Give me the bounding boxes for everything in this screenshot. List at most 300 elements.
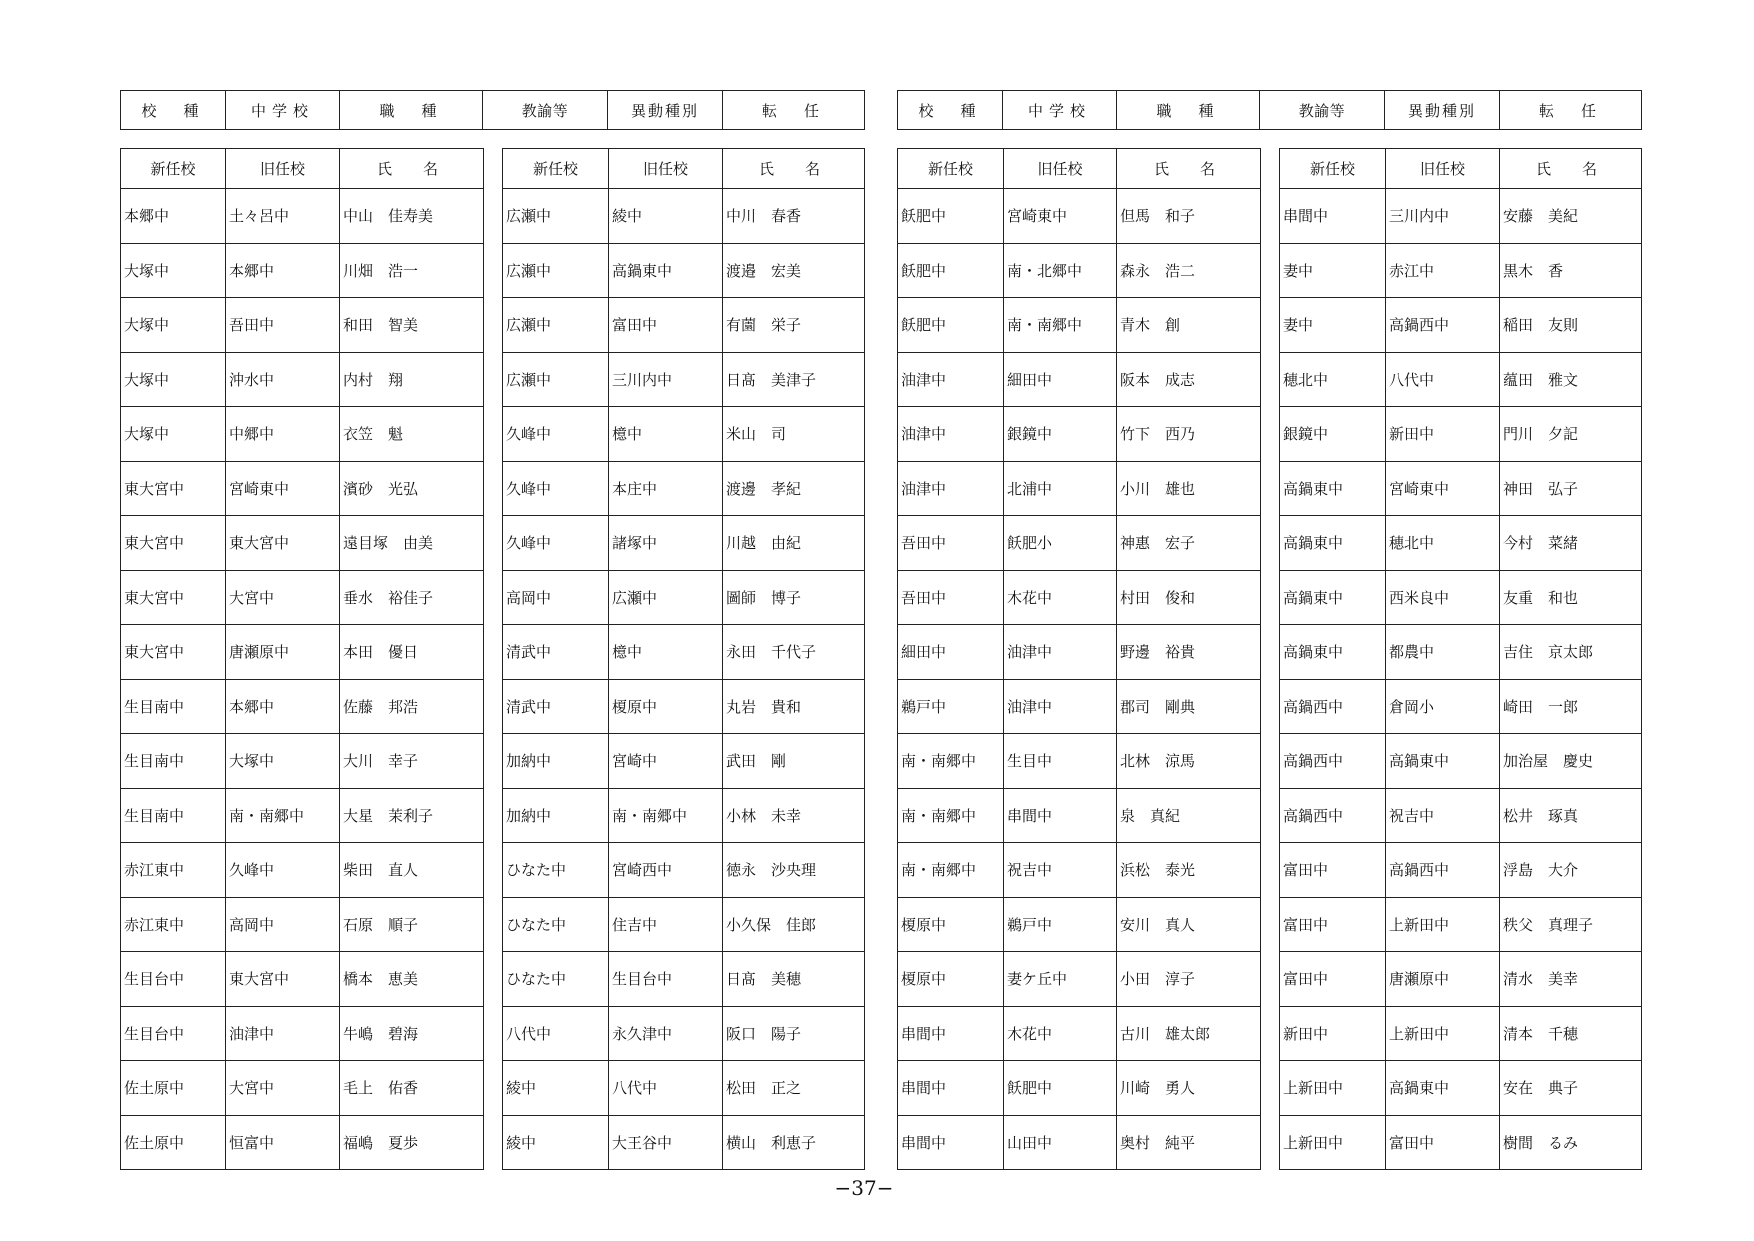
name-cell: 中川 春香 bbox=[723, 189, 865, 244]
old-school-cell: 木花中 bbox=[1004, 1006, 1117, 1061]
col-header-old-school: 旧任校 bbox=[1004, 149, 1117, 189]
new-school-cell: 串間中 bbox=[898, 1115, 1004, 1170]
new-school-cell: 南・南郷中 bbox=[898, 788, 1004, 843]
old-school-cell: 細田中 bbox=[1004, 352, 1117, 407]
table-row bbox=[1280, 679, 1642, 734]
table-row bbox=[503, 516, 865, 571]
table-row bbox=[503, 243, 865, 298]
name-cell: 衣笠 魁 bbox=[340, 407, 484, 462]
old-school-cell: 恒富中 bbox=[226, 1115, 340, 1170]
transfer-type-value: 転 任 bbox=[723, 91, 865, 130]
name-cell: 大星 茉利子 bbox=[340, 788, 484, 843]
new-school-cell: 飫肥中 bbox=[898, 189, 1004, 244]
old-school-cell: 住吉中 bbox=[609, 897, 723, 952]
new-school-cell: 久峰中 bbox=[503, 516, 609, 571]
old-school-cell: 倉岡小 bbox=[1386, 679, 1500, 734]
old-school-cell: 飫肥小 bbox=[1004, 516, 1117, 571]
table-row bbox=[1280, 1115, 1642, 1170]
table-row bbox=[898, 788, 1261, 843]
old-school-cell: 穂北中 bbox=[1386, 516, 1500, 571]
name-cell: 川畑 浩一 bbox=[340, 243, 484, 298]
old-school-cell: 南・南郷中 bbox=[609, 788, 723, 843]
transfer-table-1 bbox=[120, 148, 484, 1170]
table-row bbox=[121, 952, 484, 1007]
name-cell: 奥村 純平 bbox=[1117, 1115, 1261, 1170]
old-school-cell: 都農中 bbox=[1386, 625, 1500, 680]
name-cell: 竹下 西乃 bbox=[1117, 407, 1261, 462]
column-header-row bbox=[503, 149, 865, 189]
name-cell: 安在 典子 bbox=[1500, 1061, 1642, 1116]
col-header-new-school: 新任校 bbox=[898, 149, 1004, 189]
new-school-cell: 高鍋西中 bbox=[1280, 788, 1386, 843]
table-row bbox=[121, 897, 484, 952]
table-row bbox=[898, 897, 1261, 952]
column-header-row bbox=[898, 149, 1261, 189]
name-cell: 安川 真人 bbox=[1117, 897, 1261, 952]
old-school-cell: 上新田中 bbox=[1386, 897, 1500, 952]
table-row bbox=[1280, 897, 1642, 952]
new-school-cell: 高鍋東中 bbox=[1280, 516, 1386, 571]
old-school-cell: 唐瀬原中 bbox=[1386, 952, 1500, 1007]
name-cell: 石原 順子 bbox=[340, 897, 484, 952]
name-cell: 毛上 佑香 bbox=[340, 1061, 484, 1116]
table-row bbox=[1280, 516, 1642, 571]
new-school-cell: 飫肥中 bbox=[898, 298, 1004, 353]
new-school-cell: 久峰中 bbox=[503, 461, 609, 516]
new-school-cell: 高鍋東中 bbox=[1280, 625, 1386, 680]
table-row bbox=[898, 243, 1261, 298]
name-cell: 松田 正之 bbox=[723, 1061, 865, 1116]
old-school-cell: 土々呂中 bbox=[226, 189, 340, 244]
old-school-cell: 三川内中 bbox=[609, 352, 723, 407]
old-school-cell: 東大宮中 bbox=[226, 952, 340, 1007]
name-cell: 柴田 直人 bbox=[340, 843, 484, 898]
new-school-cell: 穂北中 bbox=[1280, 352, 1386, 407]
new-school-cell: 清武中 bbox=[503, 625, 609, 680]
new-school-cell: 生目南中 bbox=[121, 679, 226, 734]
old-school-cell: 中郷中 bbox=[226, 407, 340, 462]
new-school-cell: 大塚中 bbox=[121, 407, 226, 462]
old-school-cell: 生目中 bbox=[1004, 734, 1117, 789]
name-cell: 遠目塚 由美 bbox=[340, 516, 484, 571]
new-school-cell: 鵜戸中 bbox=[898, 679, 1004, 734]
new-school-cell: 高岡中 bbox=[503, 570, 609, 625]
old-school-cell: 宮崎東中 bbox=[1004, 189, 1117, 244]
name-cell: 和田 智美 bbox=[340, 298, 484, 353]
table-row bbox=[121, 1061, 484, 1116]
new-school-cell: 上新田中 bbox=[1280, 1115, 1386, 1170]
new-school-cell: 油津中 bbox=[898, 352, 1004, 407]
table-row bbox=[503, 1115, 865, 1170]
name-cell: 日髙 美津子 bbox=[723, 352, 865, 407]
old-school-cell: 本庄中 bbox=[609, 461, 723, 516]
table-row bbox=[1280, 298, 1642, 353]
name-cell: 森永 浩二 bbox=[1117, 243, 1261, 298]
name-cell: 大川 幸子 bbox=[340, 734, 484, 789]
table-row bbox=[503, 189, 865, 244]
job-type-label: 職 種 bbox=[1117, 91, 1260, 130]
new-school-cell: ひなた中 bbox=[503, 897, 609, 952]
table-row bbox=[503, 952, 865, 1007]
new-school-cell: 東大宮中 bbox=[121, 570, 226, 625]
name-cell: 黒木 香 bbox=[1500, 243, 1642, 298]
table-row bbox=[503, 843, 865, 898]
new-school-cell: 久峰中 bbox=[503, 407, 609, 462]
name-cell: 日髙 美穂 bbox=[723, 952, 865, 1007]
name-cell: 青木 創 bbox=[1117, 298, 1261, 353]
old-school-cell: 高鍋西中 bbox=[1386, 298, 1500, 353]
new-school-cell: ひなた中 bbox=[503, 952, 609, 1007]
name-cell: 但馬 和子 bbox=[1117, 189, 1261, 244]
old-school-cell: 銀鏡中 bbox=[1004, 407, 1117, 462]
header-table-left bbox=[120, 90, 865, 130]
old-school-cell: 唐瀬原中 bbox=[226, 625, 340, 680]
old-school-cell: 八代中 bbox=[609, 1061, 723, 1116]
name-cell: 北林 涼馬 bbox=[1117, 734, 1261, 789]
new-school-cell: 大塚中 bbox=[121, 243, 226, 298]
new-school-cell: 広瀬中 bbox=[503, 189, 609, 244]
table-row bbox=[121, 734, 484, 789]
table-row bbox=[1280, 407, 1642, 462]
old-school-cell: 大宮中 bbox=[226, 570, 340, 625]
table-row bbox=[503, 679, 865, 734]
old-school-cell: 綾中 bbox=[609, 189, 723, 244]
table-row bbox=[503, 352, 865, 407]
table-row bbox=[121, 625, 484, 680]
name-cell: 小久保 佳郎 bbox=[723, 897, 865, 952]
old-school-cell: 宮崎東中 bbox=[1386, 461, 1500, 516]
new-school-cell: 油津中 bbox=[898, 461, 1004, 516]
name-cell: 有薗 栄子 bbox=[723, 298, 865, 353]
new-school-cell: ひなた中 bbox=[503, 843, 609, 898]
new-school-cell: 東大宮中 bbox=[121, 516, 226, 571]
name-cell: 樹間 るみ bbox=[1500, 1115, 1642, 1170]
table-row bbox=[121, 788, 484, 843]
transfer-type-label: 異動種別 bbox=[608, 91, 723, 130]
table-row bbox=[121, 1115, 484, 1170]
old-school-cell: 榎原中 bbox=[609, 679, 723, 734]
table-row bbox=[1280, 1061, 1642, 1116]
transfer-type-value: 転 任 bbox=[1500, 91, 1642, 130]
name-cell: 浜松 泰光 bbox=[1117, 843, 1261, 898]
school-type-label: 校 種 bbox=[898, 91, 1003, 130]
table-row bbox=[503, 734, 865, 789]
table-row bbox=[898, 189, 1261, 244]
new-school-cell: 高鍋西中 bbox=[1280, 734, 1386, 789]
name-cell: 阪本 成志 bbox=[1117, 352, 1261, 407]
old-school-cell: 南・南郷中 bbox=[1004, 298, 1117, 353]
old-school-cell: 東大宮中 bbox=[226, 516, 340, 571]
old-school-cell: 富田中 bbox=[1386, 1115, 1500, 1170]
old-school-cell: 赤江中 bbox=[1386, 243, 1500, 298]
old-school-cell: 南・南郷中 bbox=[226, 788, 340, 843]
old-school-cell: 祝吉中 bbox=[1386, 788, 1500, 843]
name-cell: 今村 菜緒 bbox=[1500, 516, 1642, 571]
new-school-cell: 生目台中 bbox=[121, 952, 226, 1007]
name-cell: 橋本 恵美 bbox=[340, 952, 484, 1007]
new-school-cell: 吾田中 bbox=[898, 516, 1004, 571]
old-school-cell: 油津中 bbox=[1004, 679, 1117, 734]
name-cell: 渡邊 孝紀 bbox=[723, 461, 865, 516]
new-school-cell: 広瀬中 bbox=[503, 352, 609, 407]
new-school-cell: 佐土原中 bbox=[121, 1061, 226, 1116]
table-row bbox=[121, 843, 484, 898]
col-header-old-school: 旧任校 bbox=[609, 149, 723, 189]
old-school-cell: 沖水中 bbox=[226, 352, 340, 407]
table-row bbox=[898, 407, 1261, 462]
old-school-cell: 宮崎東中 bbox=[226, 461, 340, 516]
table-row bbox=[1280, 352, 1642, 407]
name-cell: 清水 美幸 bbox=[1500, 952, 1642, 1007]
new-school-cell: 八代中 bbox=[503, 1006, 609, 1061]
name-cell: 友重 和也 bbox=[1500, 570, 1642, 625]
old-school-cell: 檍中 bbox=[609, 625, 723, 680]
old-school-cell: 宮崎西中 bbox=[609, 843, 723, 898]
table-row bbox=[898, 734, 1261, 789]
col-header-new-school: 新任校 bbox=[503, 149, 609, 189]
name-cell: 崎田 一郎 bbox=[1500, 679, 1642, 734]
old-school-cell: 新田中 bbox=[1386, 407, 1500, 462]
old-school-cell: 高鍋東中 bbox=[609, 243, 723, 298]
name-cell: 秩父 真理子 bbox=[1500, 897, 1642, 952]
name-cell: 渡邉 宏美 bbox=[723, 243, 865, 298]
name-cell: 垂水 裕佳子 bbox=[340, 570, 484, 625]
table-row bbox=[503, 1061, 865, 1116]
table-row bbox=[898, 843, 1261, 898]
new-school-cell: 銀鏡中 bbox=[1280, 407, 1386, 462]
table-row bbox=[121, 570, 484, 625]
transfer-table-2 bbox=[502, 148, 865, 1170]
col-header-old-school: 旧任校 bbox=[226, 149, 340, 189]
new-school-cell: 東大宮中 bbox=[121, 461, 226, 516]
col-header-new-school: 新任校 bbox=[1280, 149, 1386, 189]
old-school-cell: 久峰中 bbox=[226, 843, 340, 898]
old-school-cell: 妻ケ丘中 bbox=[1004, 952, 1117, 1007]
new-school-cell: 串間中 bbox=[898, 1061, 1004, 1116]
new-school-cell: 串間中 bbox=[1280, 189, 1386, 244]
name-cell: 稲田 友則 bbox=[1500, 298, 1642, 353]
old-school-cell: 西米良中 bbox=[1386, 570, 1500, 625]
new-school-cell: 南・南郷中 bbox=[898, 843, 1004, 898]
col-header-name: 氏 名 bbox=[723, 149, 865, 189]
table-row bbox=[121, 1006, 484, 1061]
new-school-cell: 富田中 bbox=[1280, 897, 1386, 952]
table-row bbox=[121, 352, 484, 407]
school-type-value: 中学校 bbox=[1003, 91, 1117, 130]
old-school-cell: 木花中 bbox=[1004, 570, 1117, 625]
job-type-value: 教諭等 bbox=[1260, 91, 1385, 130]
new-school-cell: 広瀬中 bbox=[503, 298, 609, 353]
table-row bbox=[121, 407, 484, 462]
old-school-cell: 生目台中 bbox=[609, 952, 723, 1007]
table-row bbox=[121, 461, 484, 516]
name-cell: 小田 淳子 bbox=[1117, 952, 1261, 1007]
new-school-cell: 細田中 bbox=[898, 625, 1004, 680]
old-school-cell: 本郷中 bbox=[226, 679, 340, 734]
table-row bbox=[503, 298, 865, 353]
old-school-cell: 飫肥中 bbox=[1004, 1061, 1117, 1116]
name-cell: 神惠 宏子 bbox=[1117, 516, 1261, 571]
table-row bbox=[1280, 843, 1642, 898]
old-school-cell: 祝吉中 bbox=[1004, 843, 1117, 898]
old-school-cell: 油津中 bbox=[226, 1006, 340, 1061]
old-school-cell: 高鍋東中 bbox=[1386, 1061, 1500, 1116]
table-row bbox=[503, 625, 865, 680]
table-row bbox=[503, 407, 865, 462]
new-school-cell: 清武中 bbox=[503, 679, 609, 734]
new-school-cell: 南・南郷中 bbox=[898, 734, 1004, 789]
name-cell: 米山 司 bbox=[723, 407, 865, 462]
new-school-cell: 加納中 bbox=[503, 734, 609, 789]
column-header-row bbox=[1280, 149, 1642, 189]
table-row bbox=[1280, 625, 1642, 680]
name-cell: 本田 優日 bbox=[340, 625, 484, 680]
new-school-cell: 吾田中 bbox=[898, 570, 1004, 625]
col-header-name: 氏 名 bbox=[340, 149, 484, 189]
name-cell: 加治屋 慶史 bbox=[1500, 734, 1642, 789]
old-school-cell: 富田中 bbox=[609, 298, 723, 353]
name-cell: 永田 千代子 bbox=[723, 625, 865, 680]
transfer-type-label: 異動種別 bbox=[1385, 91, 1500, 130]
old-school-cell: 油津中 bbox=[1004, 625, 1117, 680]
new-school-cell: 赤江東中 bbox=[121, 843, 226, 898]
job-type-value: 教諭等 bbox=[483, 91, 608, 130]
header-table-right bbox=[897, 90, 1642, 130]
old-school-cell: 本郷中 bbox=[226, 243, 340, 298]
table-row bbox=[121, 298, 484, 353]
name-cell: 小林 未幸 bbox=[723, 788, 865, 843]
new-school-cell: 飫肥中 bbox=[898, 243, 1004, 298]
old-school-cell: 広瀬中 bbox=[609, 570, 723, 625]
table-row bbox=[1280, 788, 1642, 843]
table-row bbox=[1280, 952, 1642, 1007]
old-school-cell: 大塚中 bbox=[226, 734, 340, 789]
table-row bbox=[898, 952, 1261, 1007]
transfer-table-4 bbox=[1279, 148, 1642, 1170]
table-row bbox=[898, 1061, 1261, 1116]
table-row bbox=[1280, 243, 1642, 298]
name-cell: 門川 夕記 bbox=[1500, 407, 1642, 462]
new-school-cell: 富田中 bbox=[1280, 952, 1386, 1007]
name-cell: 濱砂 光弘 bbox=[340, 461, 484, 516]
new-school-cell: 生目南中 bbox=[121, 788, 226, 843]
name-cell: 浮島 大介 bbox=[1500, 843, 1642, 898]
old-school-cell: 吾田中 bbox=[226, 298, 340, 353]
new-school-cell: 赤江東中 bbox=[121, 897, 226, 952]
name-cell: 内村 翔 bbox=[340, 352, 484, 407]
name-cell: 徳永 沙央理 bbox=[723, 843, 865, 898]
new-school-cell: 広瀬中 bbox=[503, 243, 609, 298]
new-school-cell: 上新田中 bbox=[1280, 1061, 1386, 1116]
table-row bbox=[898, 625, 1261, 680]
name-cell: 野邊 裕貴 bbox=[1117, 625, 1261, 680]
col-header-new-school: 新任校 bbox=[121, 149, 226, 189]
old-school-cell: 高鍋西中 bbox=[1386, 843, 1500, 898]
new-school-cell: 油津中 bbox=[898, 407, 1004, 462]
table-row bbox=[1280, 734, 1642, 789]
table-row bbox=[121, 516, 484, 571]
table-row bbox=[503, 570, 865, 625]
name-cell: 川越 由紀 bbox=[723, 516, 865, 571]
name-cell: 福嶋 夏歩 bbox=[340, 1115, 484, 1170]
new-school-cell: 妻中 bbox=[1280, 298, 1386, 353]
name-cell: 清本 千穂 bbox=[1500, 1006, 1642, 1061]
new-school-cell: 綾中 bbox=[503, 1115, 609, 1170]
name-cell: 村田 俊和 bbox=[1117, 570, 1261, 625]
transfer-table-3 bbox=[897, 148, 1261, 1170]
name-cell: 神田 弘子 bbox=[1500, 461, 1642, 516]
table-row bbox=[898, 1115, 1261, 1170]
name-cell: 中山 佳寿美 bbox=[340, 189, 484, 244]
table-row bbox=[898, 679, 1261, 734]
table-row bbox=[898, 298, 1261, 353]
table-row bbox=[898, 516, 1261, 571]
name-cell: 川崎 勇人 bbox=[1117, 1061, 1261, 1116]
new-school-cell: 榎原中 bbox=[898, 897, 1004, 952]
table-row bbox=[1280, 1006, 1642, 1061]
name-cell: 松井 琢真 bbox=[1500, 788, 1642, 843]
name-cell: 古川 雄太郎 bbox=[1117, 1006, 1261, 1061]
old-school-cell: 高岡中 bbox=[226, 897, 340, 952]
table-row bbox=[121, 189, 484, 244]
table-row bbox=[121, 243, 484, 298]
name-cell: 圖師 博子 bbox=[723, 570, 865, 625]
table-row bbox=[898, 461, 1261, 516]
table-row bbox=[121, 679, 484, 734]
old-school-cell: 山田中 bbox=[1004, 1115, 1117, 1170]
old-school-cell: 高鍋東中 bbox=[1386, 734, 1500, 789]
new-school-cell: 榎原中 bbox=[898, 952, 1004, 1007]
new-school-cell: 綾中 bbox=[503, 1061, 609, 1116]
new-school-cell: 妻中 bbox=[1280, 243, 1386, 298]
school-type-value: 中学校 bbox=[226, 91, 340, 130]
table-row bbox=[503, 461, 865, 516]
old-school-cell: 上新田中 bbox=[1386, 1006, 1500, 1061]
table-row bbox=[898, 1006, 1261, 1061]
old-school-cell: 檍中 bbox=[609, 407, 723, 462]
new-school-cell: 串間中 bbox=[898, 1006, 1004, 1061]
table-row bbox=[503, 1006, 865, 1061]
table-row bbox=[1280, 189, 1642, 244]
new-school-cell: 新田中 bbox=[1280, 1006, 1386, 1061]
old-school-cell: 諸塚中 bbox=[609, 516, 723, 571]
name-cell: 佐藤 邦浩 bbox=[340, 679, 484, 734]
new-school-cell: 生目台中 bbox=[121, 1006, 226, 1061]
job-type-label: 職 種 bbox=[340, 91, 483, 130]
name-cell: 泉 真紀 bbox=[1117, 788, 1261, 843]
old-school-cell: 三川内中 bbox=[1386, 189, 1500, 244]
table-row bbox=[503, 897, 865, 952]
new-school-cell: 加納中 bbox=[503, 788, 609, 843]
old-school-cell: 永久津中 bbox=[609, 1006, 723, 1061]
name-cell: 吉住 京太郎 bbox=[1500, 625, 1642, 680]
name-cell: 小川 雄也 bbox=[1117, 461, 1261, 516]
new-school-cell: 高鍋東中 bbox=[1280, 570, 1386, 625]
name-cell: 蕴田 雅文 bbox=[1500, 352, 1642, 407]
name-cell: 武田 剛 bbox=[723, 734, 865, 789]
name-cell: 横山 利恵子 bbox=[723, 1115, 865, 1170]
column-header-row bbox=[121, 149, 484, 189]
old-school-cell: 八代中 bbox=[1386, 352, 1500, 407]
table-row bbox=[1280, 570, 1642, 625]
new-school-cell: 本郷中 bbox=[121, 189, 226, 244]
name-cell: 阪口 陽子 bbox=[723, 1006, 865, 1061]
old-school-cell: 北浦中 bbox=[1004, 461, 1117, 516]
old-school-cell: 串間中 bbox=[1004, 788, 1117, 843]
table-row bbox=[503, 788, 865, 843]
table-row bbox=[898, 352, 1261, 407]
old-school-cell: 宮崎中 bbox=[609, 734, 723, 789]
